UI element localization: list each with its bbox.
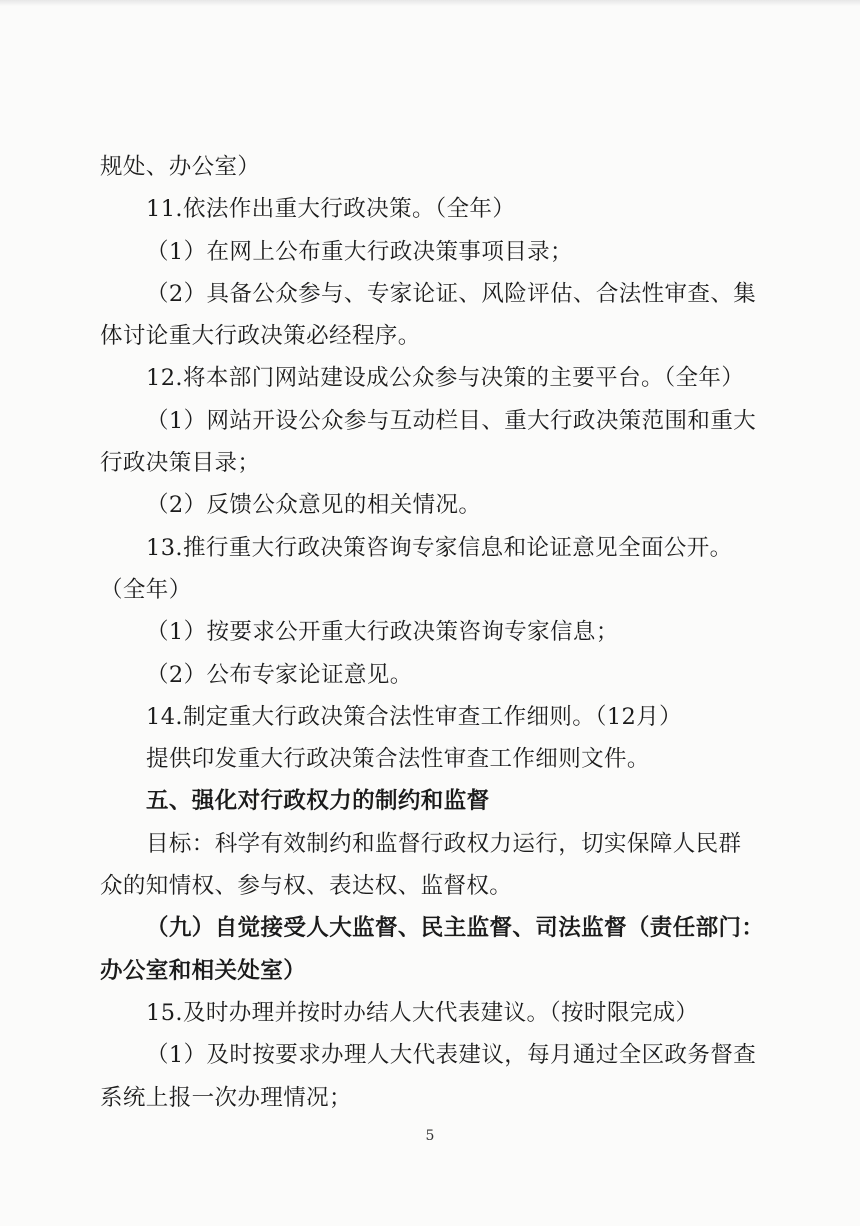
subsection-heading: 办公室和相关处室） bbox=[100, 957, 307, 984]
text-line: 行政决策目录； bbox=[100, 450, 261, 477]
body-text bbox=[100, 146, 765, 1119]
item-heading: 12.将本部门网站建设成公众参与决策的主要平台。（全年） bbox=[146, 365, 745, 392]
text-line: （全年） bbox=[100, 576, 192, 603]
text-line: 系统上报一次办理情况； bbox=[100, 1084, 352, 1111]
text-line: 众的知情权、参与权、表达权、监督权。 bbox=[100, 873, 513, 900]
text-line: （2）公布专家论证意见。 bbox=[146, 661, 413, 688]
item-heading: 13.推行重大行政决策咨询专家信息和论证意见全面公开。 bbox=[146, 534, 733, 561]
subsection-heading: （九）自觉接受人大监督、民主监督、司法监督（责任部门： bbox=[146, 915, 765, 942]
section-heading: 五、强化对行政权力的制约和监督 bbox=[146, 788, 490, 815]
text-line: （1）及时按要求办理人大代表建议，每月通过全区政务督查 bbox=[146, 1042, 757, 1069]
text-line: （1）按要求公开重大行政决策咨询专家信息； bbox=[146, 619, 619, 646]
text-line: 目标：科学有效制约和监督行政权力运行，切实保障人民群 bbox=[146, 830, 742, 857]
text-line: 体讨论重大行政决策必经程序。 bbox=[100, 323, 421, 350]
item-heading: 11.依法作出重大行政决策。（全年） bbox=[146, 196, 516, 223]
scan-edge bbox=[0, 0, 860, 6]
text-line: 提供印发重大行政决策合法性审查工作细则文件。 bbox=[146, 746, 650, 773]
text-line: 规处、办公室） bbox=[100, 154, 261, 180]
text-line: （1）在网上公布重大行政决策事项目录； bbox=[146, 238, 573, 265]
page-number: 5 bbox=[425, 1128, 435, 1144]
text-line: （2）反馈公众意见的相关情况。 bbox=[146, 492, 482, 519]
text-line: （1）网站开设公众参与互动栏目、重大行政决策范围和重大 bbox=[146, 407, 757, 434]
item-heading: 14.制定重大行政决策合法性审查工作细则。（12月） bbox=[146, 703, 683, 730]
text-line: （2）具备公众参与、专家论证、风险评估、合法性审查、集 bbox=[146, 280, 757, 307]
item-heading: 15.及时办理并按时办结人大代表建议。（按时限完成） bbox=[146, 999, 699, 1026]
